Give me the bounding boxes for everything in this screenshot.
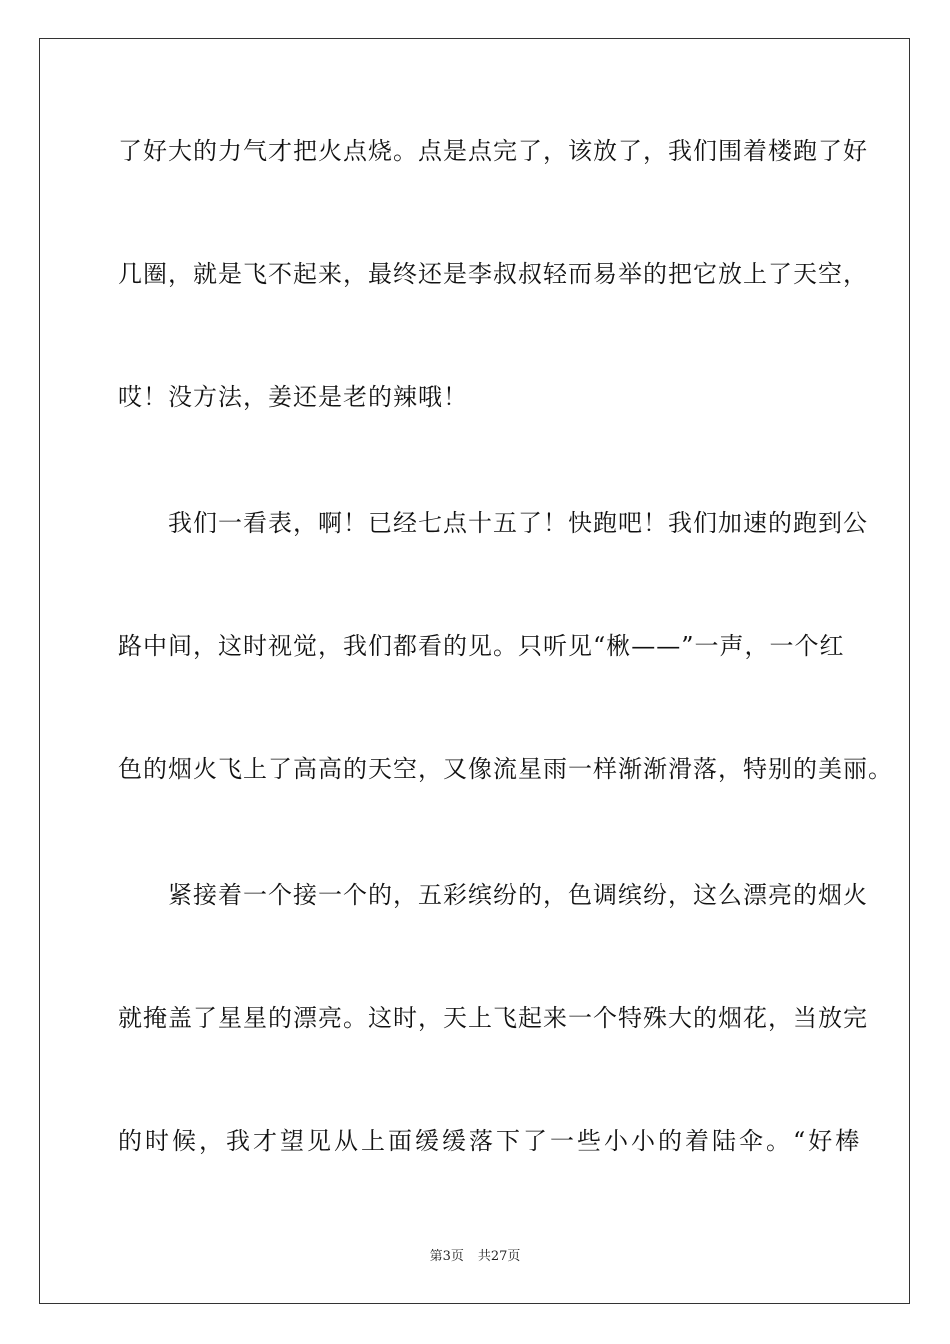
text-line: 我们一看表，啊！已经七点十五了！快跑吧！我们加速的跑到公 bbox=[118, 509, 868, 537]
text-line: 紧接着一个接一个的，五彩缤纷的，色调缤纷，这么漂亮的烟火 bbox=[118, 881, 868, 909]
page-number: 第3页 bbox=[429, 1249, 464, 1264]
page-footer bbox=[0, 1248, 950, 1266]
text-line: 路中间，这时视觉，我们都看的见。只听见“楸——”一声，一个红 bbox=[118, 632, 845, 660]
text-line: 色的烟火飞上了高高的天空，又像流星雨一样渐渐滑落，特别的美丽。 bbox=[118, 755, 893, 783]
text-line: 几圈，就是飞不起来，最终还是李叔叔轻而易举的把它放上了天空， bbox=[118, 260, 868, 288]
text-line: 了好大的力气才把火点烧。点是点完了，该放了，我们围着楼跑了好 bbox=[118, 137, 868, 165]
page-total: 共27页 bbox=[477, 1249, 521, 1264]
text-line: 的时候，我才望见从上面缓缓落下了一些小小的着陆伞。“好棒 bbox=[118, 1127, 863, 1155]
text-line: 就掩盖了星星的漂亮。这时，天上飞起来一个特殊大的烟花，当放完 bbox=[118, 1004, 868, 1032]
text-line: 哎！没方法，姜还是老的辣哦！ bbox=[118, 383, 468, 411]
page-border bbox=[39, 38, 910, 1304]
